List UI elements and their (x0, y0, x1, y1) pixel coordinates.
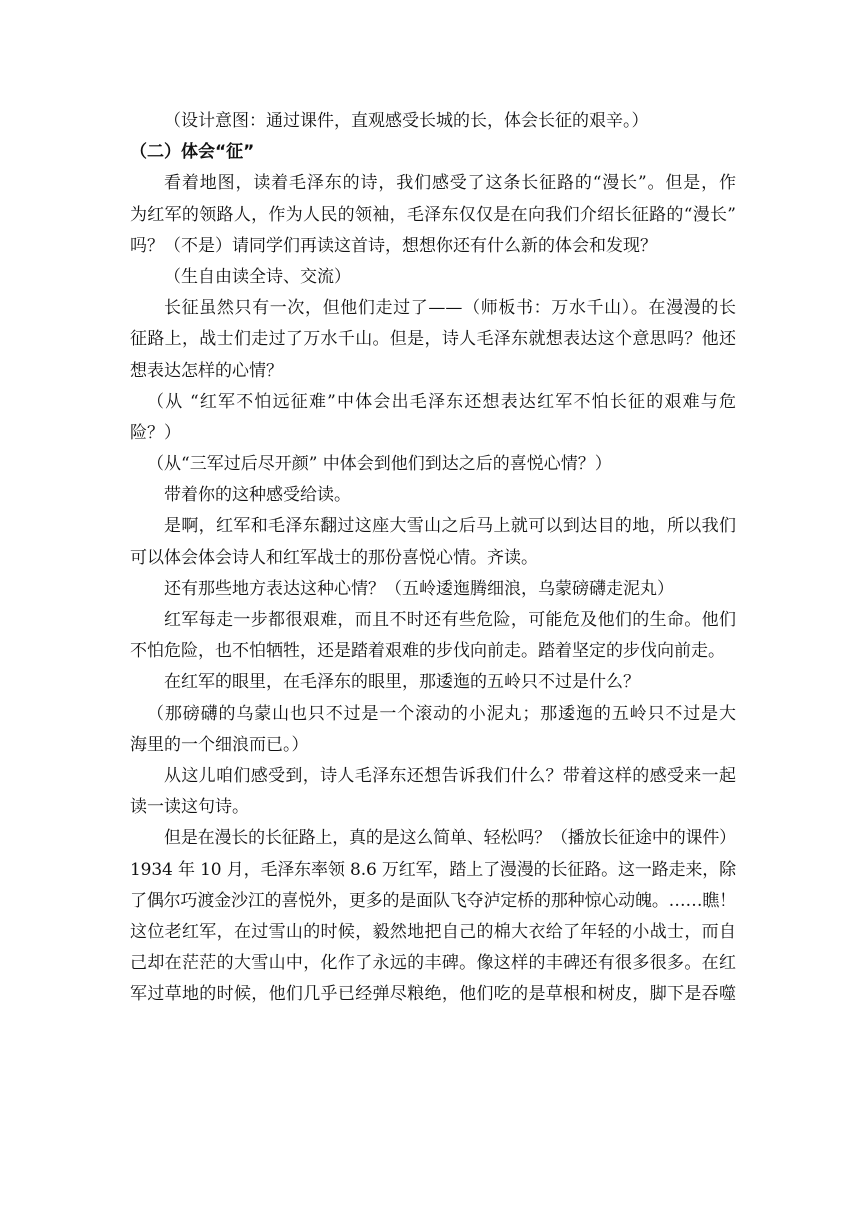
paragraph-line: 读一读这句诗。 (130, 797, 249, 818)
paragraph-line: 看着地图，读着毛泽东的诗，我们感受了这条长征路的“漫长”。但是，作 (164, 173, 736, 194)
paragraph-line: 己却在茫茫的大雪山中，化作了永远的丰碑。像这样的丰碑还有很多很多。在红 (130, 953, 736, 974)
paragraph-line: 1934 年 10 月，毛泽东率领 8.6 万红军，踏上了漫漫的长征路。这一路走来，除 (130, 859, 736, 880)
paragraph-line: 征路上，战士们走过了万水千山。但是，诗人毛泽东就想表达这个意思吗？他还 (130, 329, 736, 350)
paragraph-line: 不怕危险，也不怕牺牲，还是踏着艰难的步伐向前走。踏着坚定的步伐向前走。 (130, 641, 725, 662)
paragraph-line: 了偶尔巧渡金沙江的喜悦外，更多的是面队飞夺泸定桥的那种惊心动魄。……瞧！ (130, 890, 736, 911)
document-body (130, 106, 736, 1010)
paragraph-line: 想表达怎样的心情？ (130, 360, 283, 381)
section-heading: （二）体会“征” (130, 142, 255, 163)
paragraph-line: 海里的一个细浪而已。） (130, 734, 309, 755)
paragraph-line: 还有那些地方表达这种心情？（五岭逶迤腾细浪，乌蒙磅礴走泥丸） (164, 578, 674, 599)
paragraph-line: 带着你的这种感受给读。 (164, 485, 351, 506)
paragraph-line: 是啊，红军和毛泽东翻过这座大雪山之后马上就可以到达目的地，所以我们 (164, 516, 736, 537)
paragraph-line: 红军每走一步都很艰难，而且不时还有些危险，可能危及他们的生命。他们 (164, 610, 736, 630)
paragraph-line: （设计意图：通过课件，直观感受长城的长，体会长征的艰辛。） (164, 111, 649, 131)
paragraph-line: （从“三军过后尽开颜” 中体会到他们到达之后的喜悦心情？） (147, 454, 612, 475)
paragraph-line: 为红军的领路人，作为人民的领袖，毛泽东仅仅是在向我们介绍长征路的“漫长” (130, 204, 736, 225)
paragraph-line: （从 “红军不怕远征难”中体会出毛泽东还想表达红军不怕长征的艰难与危 (147, 391, 736, 412)
paragraph-line: 军过草地的时候，他们几乎已经弹尽粮绝，他们吃的是草根和树皮，脚下是吞噬 (130, 984, 736, 1005)
paragraph-line: 可以体会体会诗人和红军战士的那份喜悦心情。齐读。 (130, 547, 538, 568)
paragraph-line: 险？） (130, 422, 181, 443)
paragraph-line: 在红军的眼里，在毛泽东的眼里，那逶迤的五岭只不过是什么？ (164, 672, 640, 693)
paragraph-line: 这位老红军，在过雪山的时候，毅然地把自己的棉大衣给了年轻的小战士，而自 (130, 921, 736, 942)
paragraph-line: 从这儿咱们感受到，诗人毛泽东还想告诉我们什么？带着这样的感受来一起 (164, 765, 736, 786)
paragraph-line: 吗？（不是）请同学们再读这首诗，想想你还有什么新的体会和发现？ (130, 235, 657, 256)
paragraph-line: （生自由读全诗、交流） (164, 266, 351, 287)
paragraph-line: 但是在漫长的长征路上，真的是这么简单、轻松吗？（播放长征途中的课件） (164, 828, 736, 849)
paragraph-line: （那磅礴的乌蒙山也只不过是一个滚动的小泥丸；那逶迤的五岭只不过是大 (147, 703, 736, 724)
paragraph-line: 长征虽然只有一次，但他们走过了——（师板书：万水千山）。在漫漫的长 (164, 298, 736, 319)
